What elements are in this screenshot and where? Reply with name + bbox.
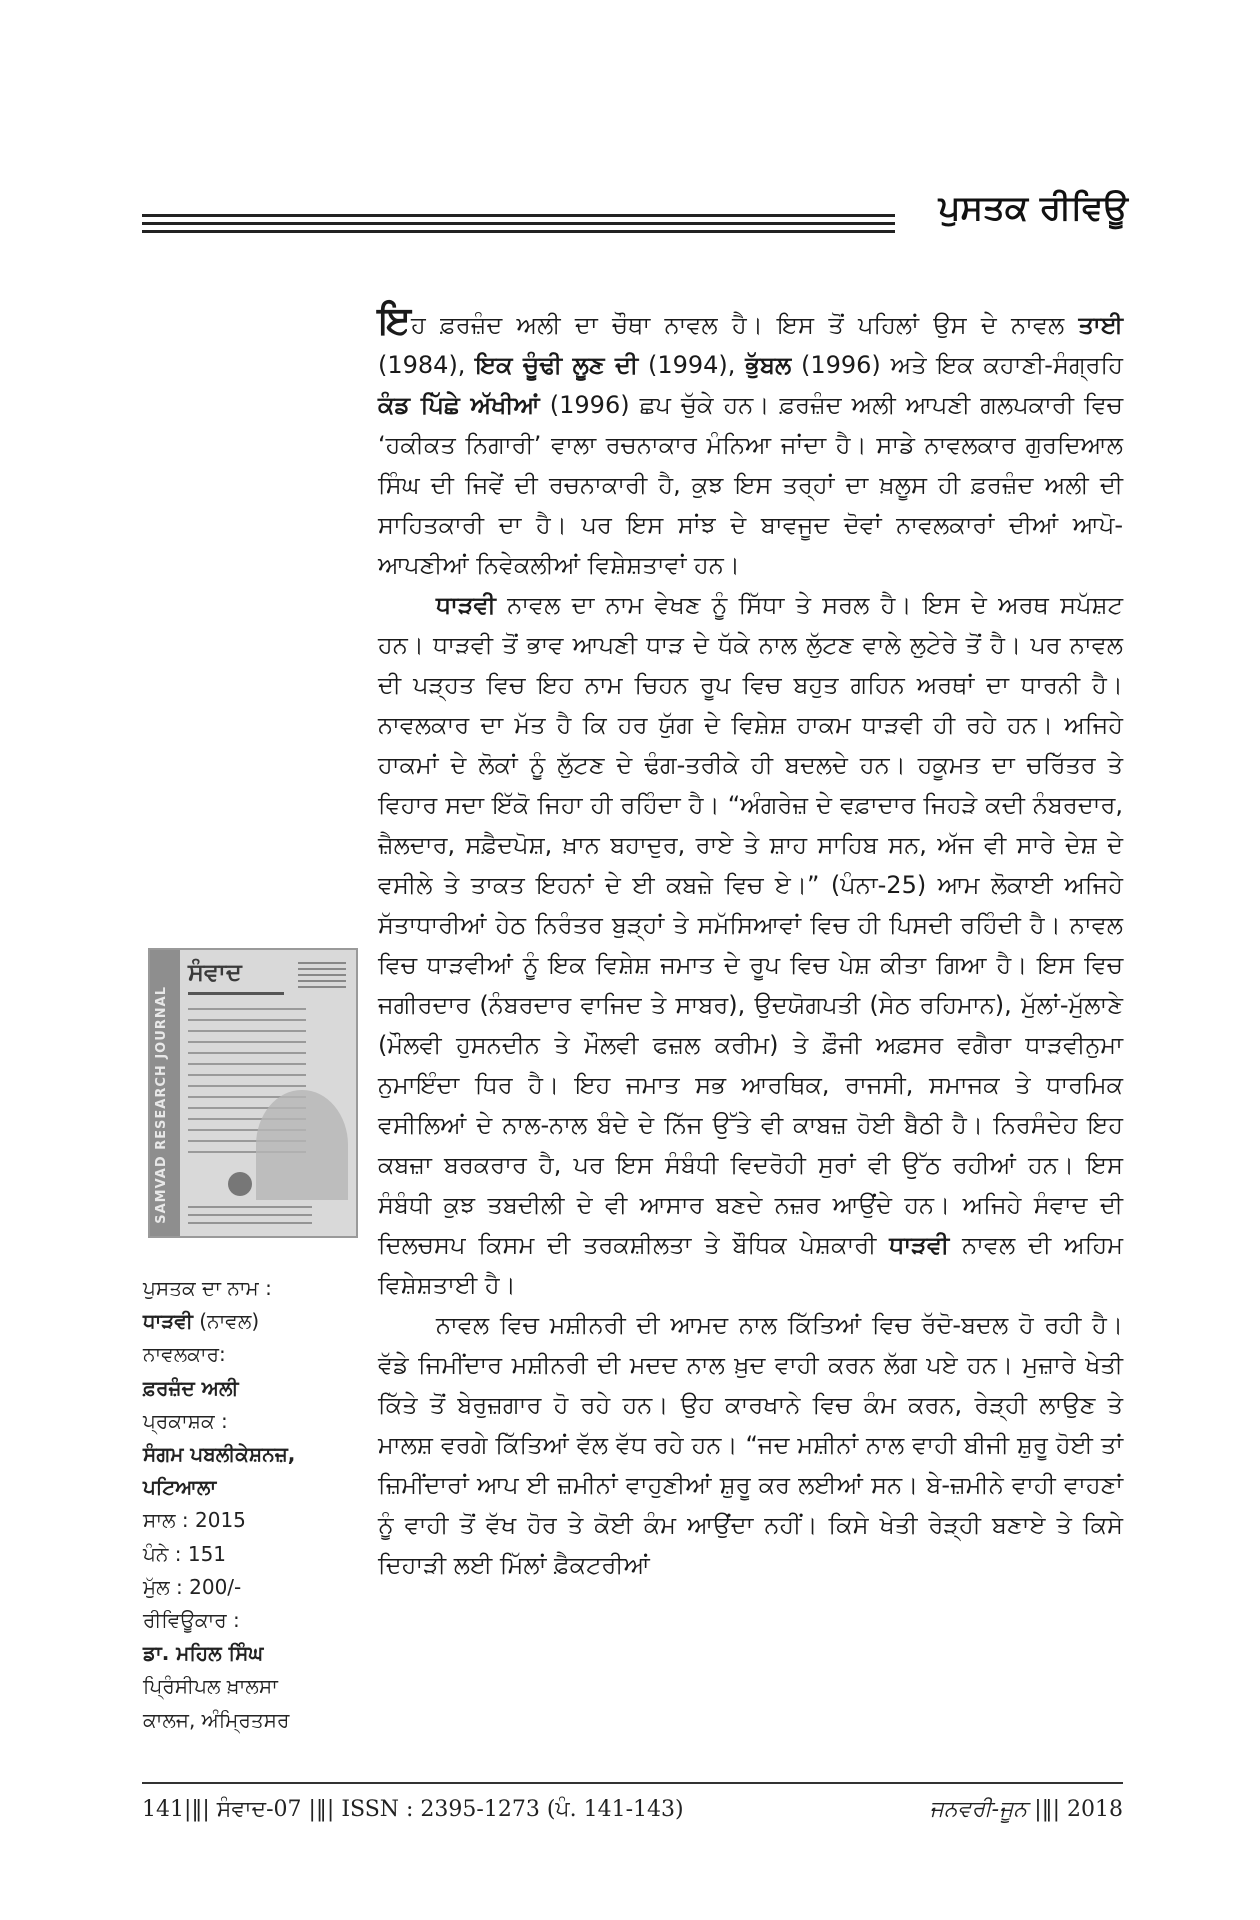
book-title-label: ਪੁਸਤਕ ਦਾ ਨਾਮ : <box>143 1276 272 1300</box>
publication-year: ਸਾਲ : 2015 <box>143 1508 246 1533</box>
book-info-panel <box>143 1272 373 1737</box>
book-title-row <box>143 1305 373 1338</box>
book-title-tai: ਤਾਈ <box>1078 311 1123 339</box>
text-span: ਨਾਵਲ ਦੀ ਅਹਿਮ ਵਿਸ਼ੇਸ਼ਤਾਈ ਹੈ। <box>378 1231 1123 1299</box>
header-rule-top <box>142 214 895 217</box>
article-body <box>378 300 1123 1585</box>
reviewer-affiliation-city: ਕਾਲਜ, ਅੰਮ੍ਰਿਤਸਰ <box>143 1707 290 1732</box>
article-paragraph-2 <box>378 585 1123 1305</box>
cover-meta-block <box>298 962 346 988</box>
article-paragraph-3: ਨਾਵਲ ਵਿਚ ਮਸ਼ੀਨਰੀ ਦੀ ਆਮਦ ਨਾਲ ਕਿੱਤਿਆਂ ਵਿਚ ਰੱਦੋ-ਬਦਲ ਹੋ ਰਹੀ ਹੈ। ਵੱਡੇ ਜਿਮੀਂਦਾਰ ਮਸ਼ੀਨਰੀ ਦੀ ਮਦਦ ਨਾਲ ਖ਼ੁਦ ਵਾਹੀ ਕਰਨ ਲੱਗ ਪਏ ਹਨ। ਮੁਜ਼ਾਰੇ ਖੇਤੀ ਕਿੱਤੇ ਤੋਂ ਬੇਰੁਜ਼ਗਾਰ ਹੋ ਰਹੇ ਹਨ। ਉਹ ਕਾਰਖਾਨੇ ਵਿਚ ਕੰਮ ਕਰਨ, ਰੇੜ੍ਹੀ ਲਾਉਣ ਤੇ ਮਾਲਸ਼ ਵਰਗੇ ਕਿੱਤਿਆਂ ਵੱਲ ਵੱਧ ਰਹੇ ਹਨ। “ਜਦ ਮਸ਼ੀਨਾਂ ਨਾਲ ਵਾਹੀ ਬੀਜੀ ਸ਼ੁਰੂ ਹੋਈ ਤਾਂ ਜ਼ਿਮੀਂਦਾਰਾਂ ਆਪ ਈ ਜ਼ਮੀਨਾਂ ਵਾਹੁਣੀਆਂ ਸ਼ੁਰੂ ਕਰ ਲਈਆਂ ਸਨ। ਬੇ-ਜ਼ਮੀਨੇ ਵਾਹੀ ਵਾਹਣਾਂ ਨੂੰ ਵਾਹੀ ਤੋਂ ਵੱਖ ਹੋਰ ਤੇ ਕੋਈ ਕੰਮ ਆਉਂਦਾ ਨਹੀਂ। ਕਿਸੇ ਖੇਤੀ ਰੇੜ੍ਹੀ ਬਣਾਏ ਤੇ ਕਿਸੇ ਦਿਹਾੜੀ ਲਈ ਮਿੱਲਾਂ ਫ਼ੈਕਟਰੀਆਂ <box>378 1311 1123 1579</box>
book-title-ik-chundhi: ਇਕ ਚੂੰਢੀ ਲੂਣ ਦੀ <box>475 351 639 379</box>
text-span: (1994), <box>638 351 746 379</box>
publisher-value: ਸੰਗਮ ਪਬਲੀਕੇਸ਼ਨਜ਼, <box>143 1442 296 1467</box>
drop-cap: ਇ <box>378 298 412 342</box>
reviewer-label: ਰੀਵਿਊਕਾਰ : <box>143 1608 240 1633</box>
cover-footer-text <box>188 1206 312 1226</box>
footer-period: ਜਨਵਰੀ-ਜੂਨ <box>929 1797 1028 1822</box>
cover-subtitle-line <box>188 992 284 995</box>
text-span: (1996) ਅਤੇ ਇਕ ਕਹਾਣੀ-ਸੰਗ੍ਰਹਿ <box>791 351 1123 379</box>
author-value: ਫ਼ਰਜ਼ੰਦ ਅਲੀ <box>143 1375 239 1400</box>
cover-spine-strip <box>150 950 180 1236</box>
reviewer-affiliation: ਪ੍ਰਿੰਸੀਪਲ ਖ਼ਾਲਸਾ <box>143 1674 278 1699</box>
text-span: (1984), <box>378 351 476 379</box>
text-span: ਨਾਵਲ ਦਾ ਨਾਮ ਵੇਖਣ ਨੂੰ ਸਿੱਧਾ ਤੇ ਸਰਲ ਹੈ। ਇਸ ਦੇ ਅਰਥ ਸਪੱਸ਼ਟ ਹਨ। ਧਾੜਵੀ ਤੋਂ ਭਾਵ ਆਪਣੀ ਧਾੜ ਦੇ ਧੱਕੇ ਨਾਲ ਲੁੱਟਣ ਵਾਲੇ ਲੁਟੇਰੇ ਤੋਂ ਹੈ। ਪਰ ਨਾਵਲ ਦੀ ਪੜ੍ਹਤ ਵਿਚ ਇਹ ਨਾਮ ਚਿਹਨ ਰੂਪ ਵਿਚ ਬਹੁਤ ਗਹਿਨ ਅਰਥਾਂ ਦਾ ਧਾਰਨੀ ਹੈ। ਨਾਵਲਕਾਰ ਦਾ ਮੱਤ ਹੈ ਕਿ ਹਰ ਯੁੱਗ ਦੇ ਵਿਸ਼ੇਸ਼ ਹਾਕਮ ਧਾੜਵੀ ਹੀ ਰਹੇ ਹਨ। ਅਜਿਹੇ ਹਾਕਮਾਂ ਦੇ ਲੋਕਾਂ ਨੂੰ ਲੁੱਟਣ ਦੇ ਢੰਗ-ਤਰੀਕੇ ਹੀ ਬਦਲਦੇ ਹਨ। ਹਕੂਮਤ ਦਾ ਚਰਿੱਤਰ ਤੇ ਵਿਹਾਰ ਸਦਾ ਇੱਕੋ ਜਿਹਾ ਹੀ ਰਹਿੰਦਾ ਹੈ। “ਅੰਗਰੇਜ਼ ਦੇ ਵਫ਼ਾਦਾਰ ਜਿਹੜੇ ਕਦੀ ਨੰਬਰਦਾਰ, ਜ਼ੈਲਦਾਰ, ਸਫ਼ੈਦਪੋਸ਼, ਖ਼ਾਨ ਬਹਾਦੁਰ, ਰਾਏ ਤੇ ਸ਼ਾਹ ਸਾਹਿਬ ਸਨ, ਅੱਜ ਵੀ ਸਾਰੇ ਦੇਸ਼ ਦੇ ਵਸੀਲੇ ਤੇ ਤਾਕਤ ਇਹਨਾਂ ਦੇ ਈ ਕਬਜ਼ੇ ਵਿਚ ਏ।” (ਪੰਨਾ-25) ਆਮ ਲੋਕਾਈ ਅਜਿਹੇ ਸੱਤਾਧਾਰੀਆਂ ਹੇਠ ਨਿਰੰਤਰ ਬੁੜ੍ਹਾਂ ਤੇ ਸਮੱਸਿਆਵਾਂ ਵਿਚ ਹੀ ਪਿਸਦੀ ਰਹਿੰਦੀ ਹੈ। ਨਾਵਲ ਵਿਚ ਧਾੜਵੀਆਂ ਨੂੰ ਇਕ ਵਿਸ਼ੇਸ਼ ਜਮਾਤ ਦੇ ਰੂਪ ਵਿਚ ਪੇਸ਼ ਕੀਤਾ ਗਿਆ ਹੈ। ਇਸ ਵਿਚ ਜਗੀਰਦਾਰ (ਨੰਬਰਦਾਰ ਵਾਜਿਦ ਤੇ ਸਾਬਰ), ਉਦਯੋਗਪਤੀ (ਸੇਠ ਰਹਿਮਾਨ), ਮੁੱਲਾਂ-ਮੁੱਲਾਣੇ (ਮੌਲਵੀ ਹੁਸਨਦੀਨ ਤੇ ਮੌਲਵੀ ਫਜ਼ਲ ਕਰੀਮ) ਤੇ ਫ਼ੌਜੀ ਅਫ਼ਸਰ ਵਗੈਰਾ ਧਾੜਵੀਨੁਮਾ ਨੁਮਾਇੰਦਾ ਧਿਰ ਹੈ। ਇਹ ਜਮਾਤ ਸਭ ਆਰਥਿਕ, ਰਾਜਸੀ, ਸਮਾਜਕ ਤੇ ਧਾਰਮਿਕ ਵਸੀਲਿਆਂ ਦੇ ਨਾਲ-ਨਾਲ ਬੰਦੇ ਦੇ ਨਿੱਜ ਉੱਤੇ ਵੀ ਕਾਬਜ਼ ਹੋਈ ਬੈਠੀ ਹੈ। ਨਿਰਸੰਦੇਹ ਇਹ ਕਬਜ਼ਾ ਬਰਕਰਾਰ ਹੈ, ਪਰ ਇਸ ਸੰਬੰਧੀ ਵਿਦਰੋਹੀ ਸੁਰਾਂ ਵੀ ਉੱਠ ਰਹੀਆਂ ਹਨ। ਇਸ ਸੰਬੰਧੀ ਕੁਝ ਤਬਦੀਲੀ ਦੇ ਵੀ ਆਸਾਰ ਬਣਦੇ ਨਜ਼ਰ ਆਉਂਦੇ ਹਨ। ਅਜਿਹੇ ਸੰਵਾਦ ਦੀ ਦਿਲਚਸਪ ਕਿਸਮ ਦੀ ਤਰਕਸ਼ੀਲਤਾ ਤੇ ਬੌਧਿਕ ਪੇਸ਼ਕਾਰੀ <box>378 591 1124 1259</box>
article-paragraph-1 <box>378 300 1123 585</box>
cover-logo: ਸੰਵਾਦ <box>188 958 242 986</box>
header-rule-middle <box>142 222 895 225</box>
page-count: ਪੰਨੇ : 151 <box>143 1541 227 1566</box>
book-title-bhubbal: ਭੁੱਬਲ <box>745 351 792 379</box>
book-genre: (ਨਾਵਲ) <box>199 1309 260 1334</box>
cover-building-illustration <box>256 1090 348 1200</box>
publisher-city: ਪਟਿਆਲਾ <box>143 1475 217 1500</box>
reviewer-name: ਡਾ. ਮਹਿਲ ਸਿੰਘ <box>143 1641 264 1666</box>
cover-seal-icon <box>228 1172 252 1196</box>
book-price: ਮੁੱਲ : 200/- <box>143 1574 242 1599</box>
text-span: (1996) ਛਪ ਚੁੱਕੇ ਹਨ। ਫ਼ਰਜ਼ੰਦ ਅਲੀ ਆਪਣੀ ਗਲਪਕਾਰੀ ਵਿਚ ‘ਹਕੀਕਤ ਨਿਗਾਰੀ’ ਵਾਲਾ ਰਚਨਾਕਾਰ ਮੰਨਿਆ ਜਾਂਦਾ ਹੈ। ਸਾਡੇ ਨਾਵਲਕਾਰ ਗੁਰਦਿਆਲ ਸਿੰਘ ਦੀ ਜਿਵੇਂ ਦੀ ਰਚਨਾਕਾਰੀ ਹੈ, ਕੁਝ ਇਸ ਤਰ੍ਹਾਂ ਦਾ ਖ਼ਲੂਸ ਹੀ ਫ਼ਰਜ਼ੰਦ ਅਲੀ ਦੀ ਸਾਹਿਤਕਾਰੀ ਦਾ ਹੈ। ਪਰ ਇਸ ਸਾਂਝ ਦੇ ਬਾਵਜੂਦ ਦੋਵਾਂ ਨਾਵਲਕਾਰਾਂ ਦੀਆਂ ਆਪੋ-ਆਪਣੀਆਂ ਨਿਵੇਕਲੀਆਂ ਵਿਸ਼ੇਸ਼ਤਾਵਾਂ ਹਨ। <box>378 391 1123 579</box>
footer-journal-info: 141|‖| ਸੰਵਾਦ-07 |‖| ISSN : 2395-1273 (ਪੰ. 141-143) <box>142 1797 684 1822</box>
publisher-label: ਪ੍ਰਕਾਸ਼ਕ : <box>143 1408 228 1433</box>
footer-year: |‖| 2018 <box>1034 1797 1123 1822</box>
text-span: ਹ ਫ਼ਰਜ਼ੰਦ ਅਲੀ ਦਾ ਚੌਥਾ ਨਾਵਲ ਹੈ। ਇਸ ਤੋਂ ਪਹਿਲਾਂ ਉਸ ਦੇ ਨਾਵਲ <box>411 311 1079 339</box>
novel-name: ਧਾੜਵੀ <box>889 1231 950 1259</box>
author-label: ਨਾਵਲਕਾਰ: <box>143 1342 226 1367</box>
book-title-kand-pichhe: ਕੰਡ ਪਿੱਛੇ ਅੱਖੀਆਂ <box>378 391 540 419</box>
footer-issue-date <box>929 1797 1123 1822</box>
book-cover-image <box>148 948 358 1238</box>
section-title: ਪੁਸਤਕ ਰੀਵਿਊ <box>938 188 1128 228</box>
novel-name: ਧਾੜਵੀ <box>436 591 496 619</box>
header-rule-bottom <box>142 230 895 233</box>
footer-rule <box>142 1782 1123 1784</box>
book-title-value: ਧਾੜਵੀ <box>143 1309 193 1334</box>
cover-spine-text: SAMVAD RESEARCH JOURNAL <box>154 986 169 1224</box>
